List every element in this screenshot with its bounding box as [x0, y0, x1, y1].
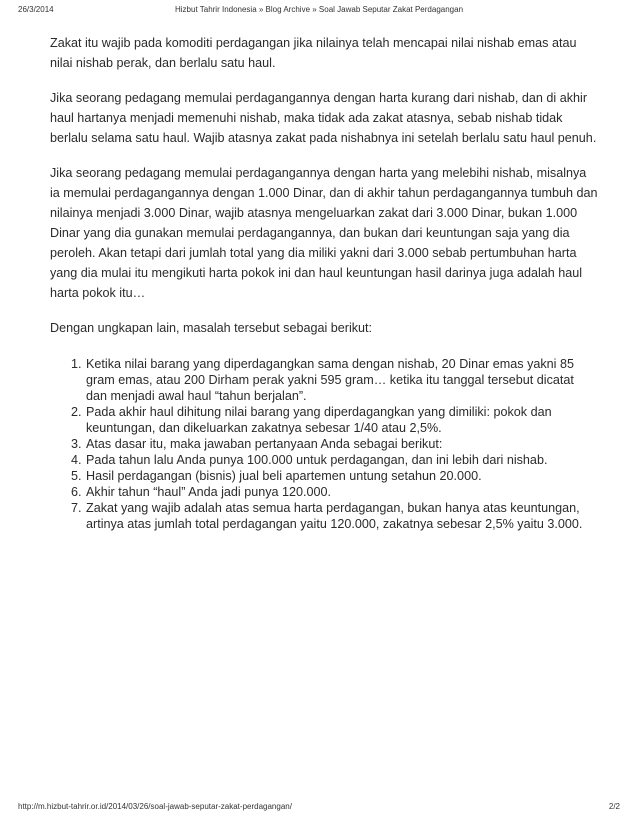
paragraph-above-nishab: Jika seorang pedagang memulai perdagangannya dengan harta yang melebihi nishab, misalnya ia memulai perdagangannya dengan 1.000 Dinar, dan di akhir tahun perdagangannya tumbuh dan nilainya menjadi 3.000 Dinar, wajib atasnya mengeluarkan zakat dari 3.000 Dinar, bukan 1.000 Dinar yang dia gunakan memulai perdagangannya, dan bukan dari keuntungan saja yang dia peroleh. Akan tetapi dari jumlah total yang dia miliki yakni dari 3.000 sebab pertumbuhan harta yang dia mulai itu mengikuti harta pokok ini dan haul keuntungan hasil darinya juga adalah haul harta pokok itu… [50, 166, 598, 300]
print-date: 26/3/2014 [18, 5, 54, 14]
list-item: 5. Hasil perdagangan (bisnis) jual beli apartemen untung setahun 20.000. [85, 468, 598, 484]
page-title: Hizbut Tahrir Indonesia » Blog Archive » Soal Jawab Seputar Zakat Perdagangan [174, 5, 464, 14]
paragraph-nishab-condition: Zakat itu wajib pada komoditi perdagangan jika nilainya telah mencapai nilai nishab emas atau nilai nishab perak, dan berlalu satu haul. [50, 36, 577, 70]
list-item: 1. Ketika nilai barang yang diperdagangkan sama dengan nishab, 20 Dinar emas yakni 85 gram emas, atau 200 Dirham perak yakni 595 gram… ketika itu tanggal tersebut dicatat dan menjadi awal haul “tahun berjalan”. [85, 356, 598, 404]
list-item: 7. Zakat yang wajib adalah atas semua harta perdagangan, bukan hanya atas keuntungan, artinya atas jumlah total perdagangan yaitu 120.000, zakatnya sebesar 2,5% yaitu 3.000. [85, 500, 598, 532]
page-number: 2/2 [608, 802, 620, 811]
list-item: 4. Pada tahun lalu Anda punya 100.000 untuk perdagangan, dan ini lebih dari nishab. [85, 452, 598, 468]
source-url-link[interactable]: http://m.hizbut-tahrir.or.id/2014/03/26/soal-jawab-seputar-zakat-perdagangan/ [18, 802, 292, 811]
article-body [50, 33, 598, 532]
paragraph-below-nishab: Jika seorang pedagang memulai perdagangannya dengan harta kurang dari nishab, dan di akhir haul hartanya menjadi memenuhi nishab, maka tidak ada zakat atasnya, sebab nishab tidak berlalu selama satu haul. Wajib atasnya zakat pada nishabnya ini setelah berlalu satu haul penuh. [50, 91, 597, 145]
list-item: 3. Atas dasar itu, maka jawaban pertanyaan Anda sebagai berikut: [85, 436, 598, 452]
list-item: 2. Pada akhir haul dihitung nilai barang yang diperdagangkan yang dimiliki: pokok dan keuntungan, dan dikeluarkan zakatnya sebesar 1/40 atau 2,5%. [85, 404, 598, 436]
list-item: 6. Akhir tahun “haul” Anda jadi punya 120.000. [85, 484, 598, 500]
print-header [18, 5, 620, 17]
print-footer [18, 802, 620, 814]
paragraph-summary-intro: Dengan ungkapan lain, masalah tersebut sebagai berikut: [50, 321, 373, 335]
summary-list [50, 356, 598, 532]
